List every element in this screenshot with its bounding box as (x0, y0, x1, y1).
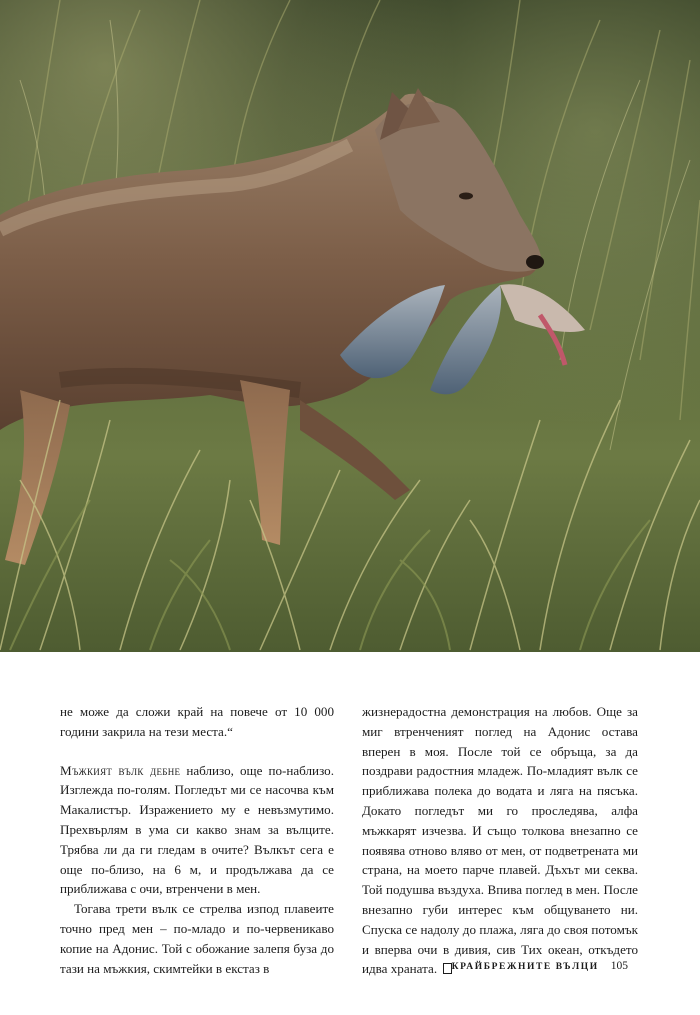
paragraph-male-wolf (60, 761, 334, 900)
running-head: КРАЙБРЕЖНИТЕ ВЪЛЦИ (451, 962, 599, 972)
paragraph-body: жизнерадостна демонстрация на любов. Още за миг втренченият поглед на Адонис остава вперен в моя. После той се обръща, за да поздрави радостния младеж. По-младият вълк се приближава полека до водата и ляга на пясъка. Докато погледът ми го проследява, алфа мъжкарят изчезва. И също толкова внезапно се появява отново вляво от мен, от подветрената ми страна, на моето парче плавей. Дъхът ми секва. Той подушва въздуха. Впива поглед в мен. После внезапно губи интерес към общуването ни. Спуска се надолу до плажа, ляга до своя потомък и вперва очи в дивия, сив Тих океан, откъдето идва храната. (362, 704, 638, 977)
paragraph-continued: не може да сложи край на повече от 10 000 години закрила на тези места.“ (60, 704, 334, 739)
page-footer (452, 960, 628, 972)
paragraph-body: наблизо, още по-наблизо. Изглежда по-голям. Погледът ми се насочва към Макалистър. Изражението му е невъзмутимо. Прехвърлям в ума си какво знам за вълците. Трябва ли да ги гледам в очите? Вълкът сега е още по-близо, на 6 м, и продължава да се приближава с очи, втренчени в мен. (60, 762, 334, 897)
page-number: 105 (610, 960, 628, 972)
paragraph-lead-in: Мъжкият вълк дебне (60, 762, 181, 778)
paragraph-demonstration (362, 702, 638, 979)
text-column-right (362, 702, 638, 979)
text-column-left (60, 702, 334, 978)
paragraph-third-wolf: Тогава трети вълк се стрелва изпод плавеите точно пред мен – по-младо и по-червеникаво копие на Адонис. Той с обожание залепя буза до тази на мъжкия, скимтейки в екстаз в (60, 901, 334, 976)
